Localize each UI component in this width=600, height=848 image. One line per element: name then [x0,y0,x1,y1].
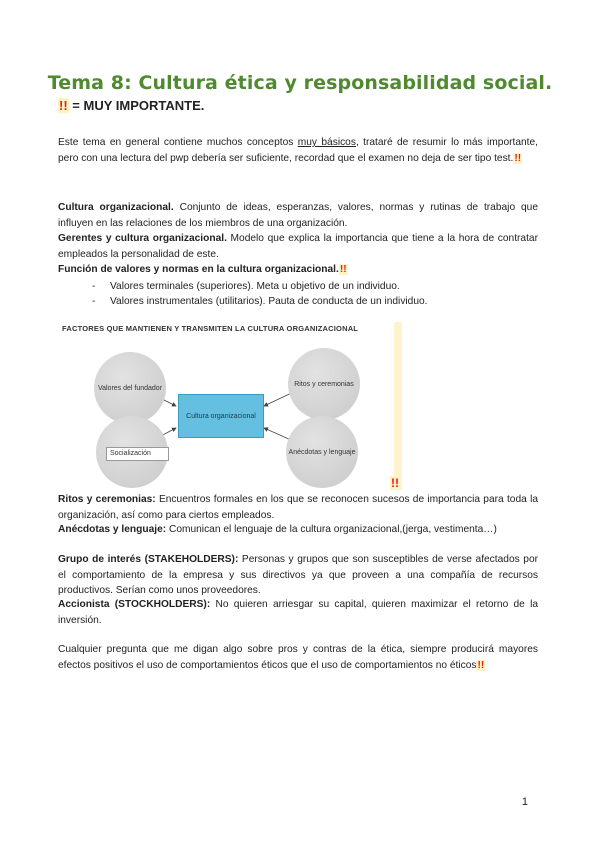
circle-anecdotas-lenguaje: Anécdotas y lenguaje [286,416,358,488]
importance-mark: !! [477,659,485,671]
definition-cultura [58,200,538,231]
intro-underlined: muy básicos [297,137,356,148]
definition-anecdotas [58,522,538,538]
definition-term: Ritos y ceremonias: [58,494,156,505]
definition-term: Grupo de interés (STAKEHOLDERS): [58,554,239,565]
legend [58,98,204,113]
definition-text: Modelo que explica la importancia que tiene a la hora de contratar empleados la personalidad de este. [58,233,538,260]
definition-text: Personas y grupos que son susceptibles de verse afectados por el comportamiento de la empresa y sus directivos ya que proveen a una compañía de recursos productivos. Serían como unos proveedores. [58,554,538,596]
page-number: 1 [521,796,528,808]
definition-term: Anécdotas y lenguaje: [58,524,167,535]
definition-stakeholders [58,552,538,599]
definition-stockholders [58,597,538,628]
values-list [92,279,428,309]
importance-mark: !! [391,476,399,490]
definition-text: Conjunto de ideas, esperanzas, valores, normas y rutinas de trabajo que influyen en las relaciones de los miembros de una organización. [58,202,538,229]
importance-mark: !! [59,98,68,113]
center-cultura-organizacional: Cultura organizacional [178,394,264,438]
culture-factors-diagram [58,322,398,490]
definition-term: Cultura organizacional. [58,202,174,213]
closing-paragraph [58,642,538,673]
definition-text: Encuentros formales en los que se reconocen sucesos de importancia para toda la organización, así como para ciertos empleados. [58,494,538,521]
function-heading-text: Función de valores y normas en la cultura organizacional. [58,264,339,275]
circle-ritos-ceremonias: Ritos y ceremonias [288,348,360,420]
importance-mark: !! [339,264,347,275]
list-item: - Valores instrumentales (utilitarios). Pauta de conducta de un individuo. [92,294,428,309]
definition-term: Gerentes y cultura organizacional. [58,233,227,244]
list-item: - Valores terminales (superiores). Meta u objetivo de un individuo. [92,279,428,294]
legend-text: = MUY IMPORTANTE. [72,98,205,113]
intro-text-a: Este tema en general contiene muchos conceptos [58,137,298,148]
intro-text-b: , trataré de resumir lo más importante, pero con una lectura del pwp debería ser suficiente, recordad que el examen no deja de ser tipo test. [58,137,539,164]
definition-text: Comunican el lenguaje de la cultura organizacional,(jerga, vestimenta…) [166,524,497,535]
definition-text: No quieren arriesgar su capital, quieren maximizar el retorno de la inversión. [58,599,539,626]
intro-paragraph [58,135,538,166]
page-title: Tema 8: Cultura ética y responsabilidad social. [47,72,553,94]
figure-title: FACTORES QUE MANTIENEN Y TRANSMITEN LA CULTURA ORGANIZACIONAL [62,324,359,333]
socializacion-label: Socialización [106,447,169,461]
circle-valores-fundador: Valores del fundador [94,352,166,424]
closing-text: Cualquier pregunta que me digan algo sobre pros y contras de la ética, siempre producirá mayores efectos positivos el uso de comportamientos éticos que el uso de comportamientos no éticos [58,644,538,671]
definition-term: Accionista (STOCKHOLDERS): [58,599,211,610]
definition-gerentes [58,231,538,262]
definition-ritos [58,492,538,523]
function-heading [58,262,538,278]
importance-mark: !! [514,152,522,164]
